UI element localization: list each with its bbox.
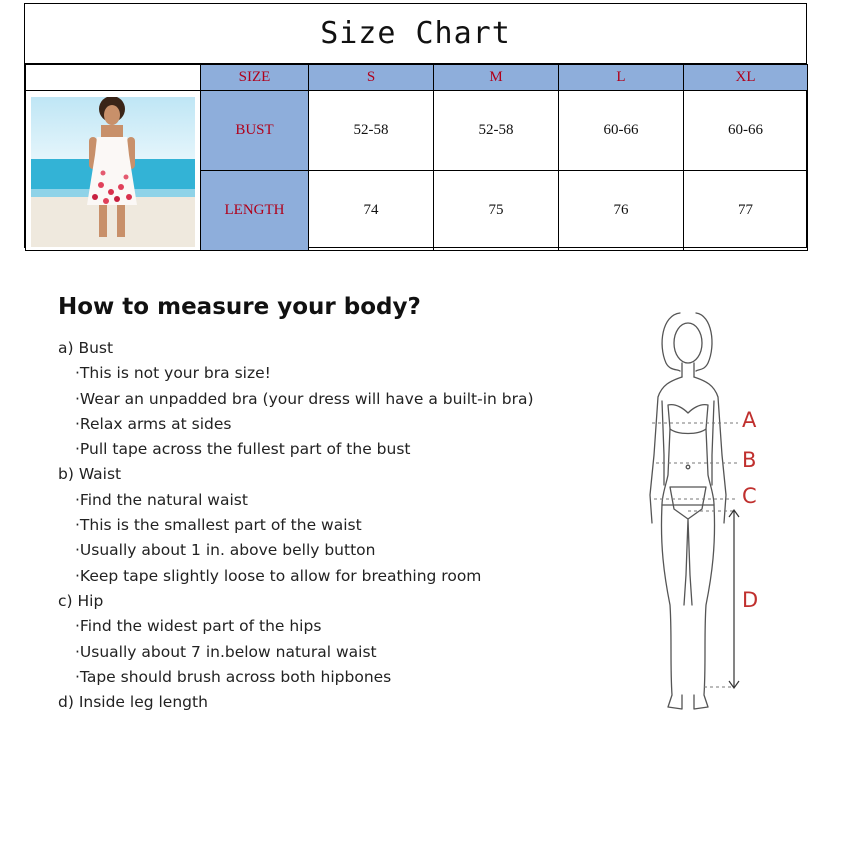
bust-step: ·Pull tape across the fullest part of the bust — [75, 440, 411, 459]
header-m: M — [434, 65, 559, 91]
bust-step: ·Relax arms at sides — [75, 414, 232, 433]
hip-step: ·Tape should brush across both hipbones — [75, 667, 392, 686]
size-table — [25, 64, 808, 251]
cell-bust-l: 60-66 — [559, 91, 684, 171]
waist-step: ·This is the smallest part of the waist — [75, 516, 362, 535]
cell-length-m: 75 — [434, 171, 559, 251]
bust-step: ·Wear an unpadded bra (your dress will have a built-in bra) — [75, 389, 534, 408]
measure-instructions — [58, 336, 534, 715]
product-photo-cell — [26, 91, 201, 251]
row-label-bust: BUST — [201, 91, 309, 171]
row-label-length: LENGTH — [201, 171, 309, 251]
body-measurement-figure — [640, 305, 770, 725]
section-waist: b) Waist — [58, 465, 122, 484]
empty-header-cell — [26, 65, 201, 91]
label-c: C — [742, 484, 757, 508]
cell-bust-s: 52-58 — [309, 91, 434, 171]
section-bust: a) Bust — [58, 339, 114, 357]
waist-step: ·Usually about 1 in. above belly button — [75, 541, 376, 560]
body-outline-illustration — [640, 305, 770, 725]
table-header-row — [26, 65, 808, 91]
cell-length-xl: 77 — [684, 171, 808, 251]
model-dress-image — [31, 97, 195, 247]
product-photo — [31, 97, 195, 247]
waist-step: ·Find the natural waist — [75, 490, 248, 509]
section-inside-leg: d) Inside leg length — [58, 693, 208, 712]
cell-length-l: 76 — [559, 171, 684, 251]
size-chart-title: Size Chart — [25, 4, 806, 64]
label-a: A — [742, 408, 757, 432]
cell-length-s: 74 — [309, 171, 434, 251]
hip-step: ·Usually about 7 in.below natural waist — [75, 642, 377, 661]
cell-bust-m: 52-58 — [434, 91, 559, 171]
waist-step: ·Keep tape slightly loose to allow for breathing room — [75, 566, 482, 585]
header-size: SIZE — [201, 65, 309, 91]
measure-heading: How to measure your body? — [58, 294, 421, 320]
header-xl: XL — [684, 65, 808, 91]
header-s: S — [309, 65, 434, 91]
size-chart — [24, 3, 807, 248]
header-l: L — [559, 65, 684, 91]
section-hip: c) Hip — [58, 591, 104, 610]
bust-step: ·This is not your bra size! — [75, 364, 271, 383]
label-b: B — [742, 448, 757, 472]
hip-step: ·Find the widest part of the hips — [75, 617, 322, 636]
cell-bust-xl: 60-66 — [684, 91, 808, 171]
table-row-bust — [26, 91, 808, 171]
label-d: D — [742, 588, 759, 612]
